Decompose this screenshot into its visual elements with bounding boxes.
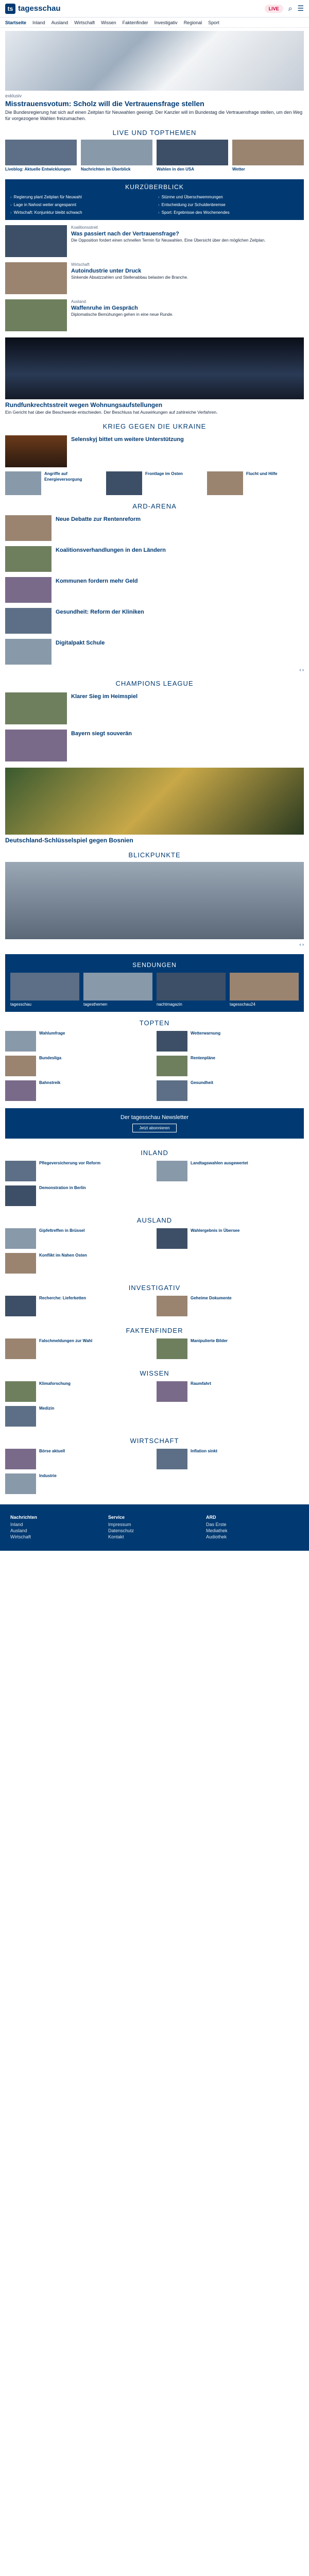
category-image (5, 1338, 36, 1359)
category-caption: Gipfeltreffen in Brüssel (39, 1228, 85, 1233)
category-image (5, 1185, 36, 1206)
sendung-tile[interactable] (157, 973, 226, 1007)
nav-item[interactable]: Sport (208, 20, 219, 25)
ard-item-image (5, 639, 52, 665)
category-item[interactable] (5, 1473, 152, 1494)
ard-item-title: Digitalpakt Schule (56, 640, 105, 647)
nav-item[interactable]: Ausland (51, 20, 68, 25)
hero-image[interactable] (5, 31, 304, 91)
live-tile-image (5, 140, 77, 165)
logo-text: tagesschau (18, 4, 61, 13)
category-caption: Börse aktuell (39, 1449, 65, 1454)
topten-caption: Wetterwarnung (191, 1031, 221, 1036)
news-list (5, 225, 304, 331)
category-image (157, 1381, 187, 1402)
category-caption: Demonstration in Berlin (39, 1185, 86, 1191)
category-image (157, 1161, 187, 1181)
category-grid (5, 1161, 304, 1206)
category-item[interactable] (157, 1228, 304, 1249)
live-tiles (5, 140, 304, 172)
category-image (5, 1296, 36, 1316)
category-grid (5, 1338, 304, 1359)
ard-item-body (56, 608, 304, 634)
ukraine-small-item[interactable] (5, 471, 102, 495)
sendung-tile[interactable] (10, 973, 79, 1007)
category-image (157, 1228, 187, 1249)
category-image (5, 1473, 36, 1494)
topten-image (157, 1056, 187, 1076)
topten-caption: Wahlumfrage (39, 1031, 65, 1036)
topten-item[interactable] (157, 1080, 304, 1101)
brief-item[interactable]: › Entscheidung zur Schuldenbremse (158, 202, 299, 207)
topten-image (5, 1080, 36, 1101)
search-icon[interactable]: ⌕ (288, 4, 293, 12)
site-header (0, 0, 309, 18)
category-caption: Geheime Dokumente (191, 1296, 232, 1301)
topten-caption: Bahnstreik (39, 1080, 61, 1086)
live-tile[interactable] (232, 140, 304, 172)
ard-item[interactable] (5, 546, 304, 572)
footer-link[interactable]: Kontakt (108, 1534, 124, 1540)
category-grid (5, 1296, 304, 1316)
section-title-ard: ARD-ARENA (132, 502, 177, 511)
sendung-tile[interactable] (230, 973, 299, 1007)
nav-item[interactable]: Faktenfinder (122, 20, 148, 25)
news-body (71, 225, 304, 257)
news-teaser: Diplomatische Bemühungen gehen in eine neue Runde. (71, 312, 174, 317)
section-title-cl: CHAMPIONS LEAGUE (115, 680, 194, 688)
category-title: INVESTIGATIV (128, 1284, 181, 1292)
category-caption: Klimaforschung (39, 1381, 71, 1386)
cl-item-image (5, 692, 67, 724)
big-story[interactable] (5, 337, 304, 415)
footer-link[interactable]: Mediathek (206, 1528, 228, 1534)
news-kicker: Wirtschaft (71, 262, 90, 267)
ukraine-lead-title: Selenskyj bittet um weitere Unterstützung (71, 436, 184, 443)
nav-item[interactable]: Wissen (101, 20, 116, 25)
nav-item[interactable]: Regional (183, 20, 202, 25)
topten-caption: Rentenpläne (191, 1056, 216, 1061)
ard-item-body (56, 515, 304, 541)
ard-item-title: Gesundheit: Reform der Kliniken (56, 609, 144, 616)
brief-item[interactable]: › Regierung plant Zeitplan für Neuwahl (10, 195, 151, 199)
category-image (157, 1449, 187, 1469)
category-image (5, 1161, 36, 1181)
brief-item[interactable]: › Stürme und Überschwemmungen (158, 195, 299, 199)
ard-item[interactable] (5, 639, 304, 665)
news-image (5, 225, 67, 257)
topten-caption: Gesundheit (191, 1080, 214, 1086)
big-story-title: Rundfunkrechtsstreit wegen Wohnungsaufstellungen (5, 401, 163, 409)
sendung-image (230, 973, 299, 1001)
ukraine-small-image (207, 471, 243, 495)
category-grid (5, 1228, 304, 1274)
footer-heading: Service (108, 1515, 125, 1520)
topten-item[interactable] (5, 1056, 152, 1076)
live-tile-image (157, 140, 228, 165)
cl-item[interactable] (5, 730, 304, 761)
live-tile-caption: Nachrichten im Überblick (81, 167, 131, 172)
blickpunkte-image[interactable] (5, 862, 304, 939)
news-title: Autoindustrie unter Druck (71, 268, 142, 275)
ard-item-title: Neue Debatte zur Rentenreform (56, 516, 141, 523)
category-item[interactable] (5, 1338, 152, 1359)
footer-link[interactable]: Ausland (10, 1528, 27, 1534)
brief-item[interactable]: › Wirtschaft: Konjunktur bleibt schwach (10, 210, 151, 215)
category-item[interactable] (5, 1296, 152, 1316)
ard-item[interactable] (5, 515, 304, 541)
cl-big-image (5, 768, 304, 835)
category-caption: Medizin (39, 1406, 55, 1411)
cl-item-body (71, 692, 304, 724)
topten-item[interactable] (5, 1031, 152, 1052)
topten-item[interactable] (157, 1056, 304, 1076)
category-caption: Inflation sinkt (191, 1449, 217, 1454)
cl-item-body (71, 730, 304, 761)
brief-item[interactable]: › Lage in Nahost weiter angespannt (10, 202, 151, 207)
live-tile-caption: Liveblog: Aktuelle Entwicklungen (5, 167, 71, 172)
ukraine-lead-image (5, 435, 67, 467)
ard-item-image (5, 546, 52, 572)
category-item[interactable] (157, 1381, 304, 1402)
category-image (5, 1253, 36, 1274)
sendung-caption: nachtmagazin (157, 1002, 182, 1007)
footer-link[interactable]: Audiothek (206, 1534, 227, 1540)
category-title: FAKTENFINDER (126, 1327, 183, 1335)
ukraine-small-image (106, 471, 142, 495)
newsletter-box (5, 1108, 304, 1139)
news-teaser: Die Opposition fordert einen schnellen Termin für Neuwahlen. Eine Übersicht über den möglichen Zeitplan. (71, 238, 266, 243)
blickpunkte-pager[interactable]: ‹ › (299, 942, 304, 947)
news-body (71, 299, 304, 331)
cl-item-title: Bayern siegt souverän (71, 731, 132, 737)
live-badge[interactable]: LIVE (265, 5, 283, 13)
cl-item-image (5, 730, 67, 761)
live-tile[interactable] (157, 140, 228, 172)
section-title-blickpunkte: BLICKPUNKTE (128, 851, 181, 859)
ard-item[interactable] (5, 577, 304, 603)
newsletter-button[interactable]: Jetzt abonnieren (132, 1124, 176, 1132)
cl-item[interactable] (5, 692, 304, 724)
footer-column (10, 1515, 103, 1540)
category-caption: Recherche: Lieferketten (39, 1296, 87, 1301)
sendungen-title: SENDUNGEN (132, 961, 177, 969)
nav-item[interactable]: Investigativ (154, 20, 178, 25)
cl-item-title: Klarer Sieg im Heimspiel (71, 693, 138, 700)
newsletter-title: Der tagesschau Newsletter (120, 1114, 189, 1121)
category-caption: Landtagswahlen ausgewertet (191, 1161, 248, 1166)
category-item[interactable] (157, 1338, 304, 1359)
news-kicker: Ausland (71, 299, 86, 304)
nav-item[interactable]: Wirtschaft (74, 20, 95, 25)
live-tile[interactable] (81, 140, 152, 172)
news-body (71, 262, 304, 294)
category-title: WIRTSCHAFT (130, 1437, 179, 1445)
ukraine-lead[interactable] (5, 435, 304, 467)
cl-big[interactable] (5, 768, 304, 844)
topten-item[interactable] (5, 1080, 152, 1101)
category-item[interactable] (5, 1381, 152, 1402)
footer-link[interactable]: Inland (10, 1522, 23, 1528)
ard-item-body (56, 577, 304, 603)
category-title: WISSEN (140, 1369, 169, 1378)
ard-item[interactable] (5, 608, 304, 634)
ard-item-body (56, 546, 304, 572)
footer (0, 1504, 309, 1551)
ukraine-small-caption: Frontlage im Osten (145, 471, 183, 477)
news-kicker: Koalitionsstreit (71, 225, 98, 230)
topten-image (157, 1080, 187, 1101)
category-caption: Pflegeversicherung vor Reform (39, 1161, 101, 1166)
sendung-image (157, 973, 226, 1001)
news-image (5, 299, 67, 331)
ard-item-image (5, 577, 52, 603)
footer-heading: ARD (206, 1515, 216, 1520)
footer-link[interactable]: Datenschutz (108, 1528, 134, 1534)
cl-big-title: Deutschland-Schlüsselspiel gegen Bosnien (5, 837, 133, 844)
sendung-caption: tagesthemen (83, 1002, 108, 1007)
footer-link[interactable]: Das Erste (206, 1522, 227, 1528)
footer-heading: Nachrichten (10, 1515, 38, 1520)
sendung-caption: tagesschau24 (230, 1002, 255, 1007)
nav-item[interactable]: Startseite (5, 20, 27, 25)
ard-item-title: Koalitionsverhandlungen in den Ländern (56, 547, 166, 554)
ard-item-image (5, 515, 52, 541)
category-image (5, 1406, 36, 1427)
brief-item[interactable]: › Sport: Ergebnisse des Wochenendes (158, 210, 299, 215)
sendung-tile[interactable] (83, 973, 152, 1007)
ukraine-small-image (5, 471, 41, 495)
category-grid (5, 1449, 304, 1494)
news-item[interactable] (5, 262, 304, 294)
footer-link[interactable]: Wirtschaft (10, 1534, 31, 1540)
hero-kicker: exklusiv (5, 93, 22, 98)
ard-item-body (56, 639, 304, 665)
topten-caption: Bundesliga (39, 1056, 62, 1061)
category-item[interactable] (5, 1406, 152, 1427)
live-tile-image (81, 140, 152, 165)
menu-icon[interactable]: ☰ (297, 4, 304, 12)
category-item[interactable] (157, 1449, 304, 1469)
category-item[interactable] (157, 1296, 304, 1316)
logo[interactable] (5, 4, 61, 14)
footer-column (108, 1515, 201, 1540)
news-title: Was passiert nach der Vertrauensfrage? (71, 231, 179, 238)
nav-item[interactable]: Inland (32, 20, 45, 25)
footer-link[interactable]: Impressum (108, 1522, 131, 1528)
sendung-image (83, 973, 152, 1001)
topten-item[interactable] (157, 1031, 304, 1052)
news-image (5, 262, 67, 294)
category-image (5, 1228, 36, 1249)
news-item[interactable] (5, 299, 304, 331)
category-image (5, 1449, 36, 1469)
brief-title: KURZÜBERBLICK (125, 183, 184, 191)
hero-title[interactable]: Misstrauensvotum: Scholz will die Vertrauensfrage stellen (5, 99, 204, 108)
brief-box (5, 179, 304, 220)
category-item[interactable] (157, 1161, 304, 1181)
category-item[interactable] (5, 1185, 152, 1206)
section-title-topten: TOPTEN (139, 1019, 170, 1027)
news-teaser: Sinkende Absatzzahlen und Stellenabbau belasten die Branche. (71, 275, 188, 280)
category-item[interactable] (5, 1253, 152, 1274)
category-caption: Raumfahrt (191, 1381, 212, 1386)
live-tile-caption: Wahlen in den USA (157, 167, 195, 172)
hero-teaser: Die Bundesregierung hat sich auf einen Zeitplan für Neuwahlen geeinigt. Der Kanzler will im Bundestag die Vertrauensfrage stellen, um den Weg für vorgezogene Wahlen freizumachen. (5, 110, 303, 122)
ard-item-title: Kommunen fordern mehr Geld (56, 578, 138, 585)
ukraine-small-item[interactable] (106, 471, 203, 495)
sendung-image (10, 973, 79, 1001)
big-story-image (5, 337, 304, 399)
main-nav (0, 18, 309, 28)
category-item[interactable] (5, 1449, 152, 1469)
news-item[interactable] (5, 225, 304, 257)
category-item[interactable] (5, 1161, 152, 1181)
category-image (157, 1296, 187, 1316)
ukraine-small-caption: Flucht und Hilfe (246, 471, 278, 477)
big-story-teaser: Ein Gericht hat über die Beschwerde entschieden. Der Beschluss hat Auswirkungen auf zahlreiche Verfahren. (5, 410, 218, 415)
topten-image (5, 1031, 36, 1052)
live-tile-image (232, 140, 304, 165)
logo-mark: ts (5, 4, 15, 14)
ukraine-small-item[interactable] (207, 471, 304, 495)
category-image (157, 1338, 187, 1359)
section-title-ukraine: KRIEG GEGEN DIE UKRAINE (102, 422, 207, 431)
category-title: INLAND (141, 1149, 168, 1157)
topten-image (157, 1031, 187, 1052)
ard-item-image (5, 608, 52, 634)
category-image (5, 1381, 36, 1402)
sendungen-box (5, 954, 304, 1012)
category-caption: Konflikt im Nahen Osten (39, 1253, 87, 1258)
live-tile-caption: Wetter (232, 167, 245, 172)
category-item[interactable] (5, 1228, 152, 1249)
footer-column (206, 1515, 299, 1540)
category-caption: Manipulierte Bilder (191, 1338, 228, 1344)
topten-image (5, 1056, 36, 1076)
category-caption: Industrie (39, 1473, 57, 1479)
sendung-caption: tagesschau (10, 1002, 31, 1007)
ukraine-small-caption: Angriffe auf Energieversorgung (44, 471, 82, 482)
section-title-live: LIVE UND TOPTHEMEN (112, 129, 197, 137)
live-tile[interactable] (5, 140, 77, 172)
ard-pager[interactable]: ‹ › (299, 667, 304, 673)
category-grid (5, 1381, 304, 1427)
category-title: AUSLAND (136, 1216, 173, 1225)
news-title: Waffenruhe im Gespräch (71, 305, 138, 312)
category-caption: Wahlergebnis in Übersee (191, 1228, 240, 1233)
category-caption: Falschmeldungen zur Wahl (39, 1338, 93, 1344)
